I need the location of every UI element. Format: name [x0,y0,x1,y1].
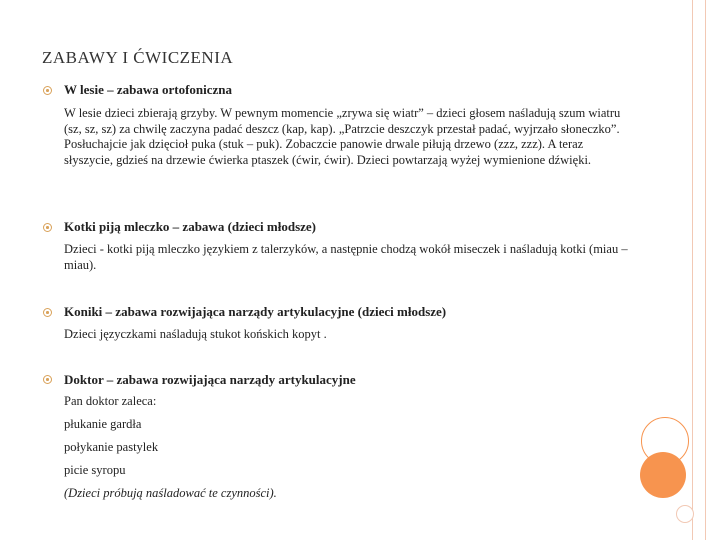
bullet-icon [43,86,52,95]
list-line: płukanie gardła [64,417,142,431]
section-note: (Dzieci próbują naśladować te czynności). [64,486,277,500]
bullet-icon [43,375,52,384]
section-heading: Koniki – zabawa rozwijająca narządy artykulacyjne (dzieci młodsze) [64,304,447,319]
section-body: Dzieci - kotki piją mleczko językiem z talerzyków, a następnie chodzą wokół miseczek i naśladują kotki (miau – miau). [64,242,628,272]
list-line: połykanie pastylek [64,440,159,454]
section-heading: Doktor – zabawa rozwijająca narządy artykulacyjne [64,372,356,387]
section-body: W lesie dzieci zbierają grzyby. W pewnym momencie „zrywa się wiatr” – dzieci głosem naśladują szum wiatru (sz, sz, sz) za chwilę zaczyna padać deszcz (kap, kap). „Patrzcie deszczyk przestał padać, wyjrzało słoneczko”. Posłuchajcie jak dzięcioł puka (stuk – puk). Zobaczcie panowie drwale piłują drzewo (zzz, zzz). A teraz słyszycie, gdzieś na drzewie ćwierka ptaszek (ćwir, ćwir). Dzieci powtarzają wyżej wymienione dźwięki. [64,106,621,167]
frame-line-right [705,0,706,540]
section-body: Dzieci języczkami naśladują stukot końskich kopyt . [64,327,327,341]
bullet-icon [43,308,52,317]
accent-circle [640,452,686,498]
bullet-icon [43,223,52,232]
list-line: picie syropu [64,463,126,477]
section-heading: Kotki piją mleczko – zabawa (dzieci młodsze) [64,219,317,234]
frame-line-left [692,0,693,540]
list-line: Pan doktor zaleca: [64,394,157,408]
section-heading: W lesie – zabawa ortofoniczna [64,82,233,97]
slide-title: ZABAWY I ĆWICZENIA [42,48,234,67]
small-accent-ring [676,505,694,523]
